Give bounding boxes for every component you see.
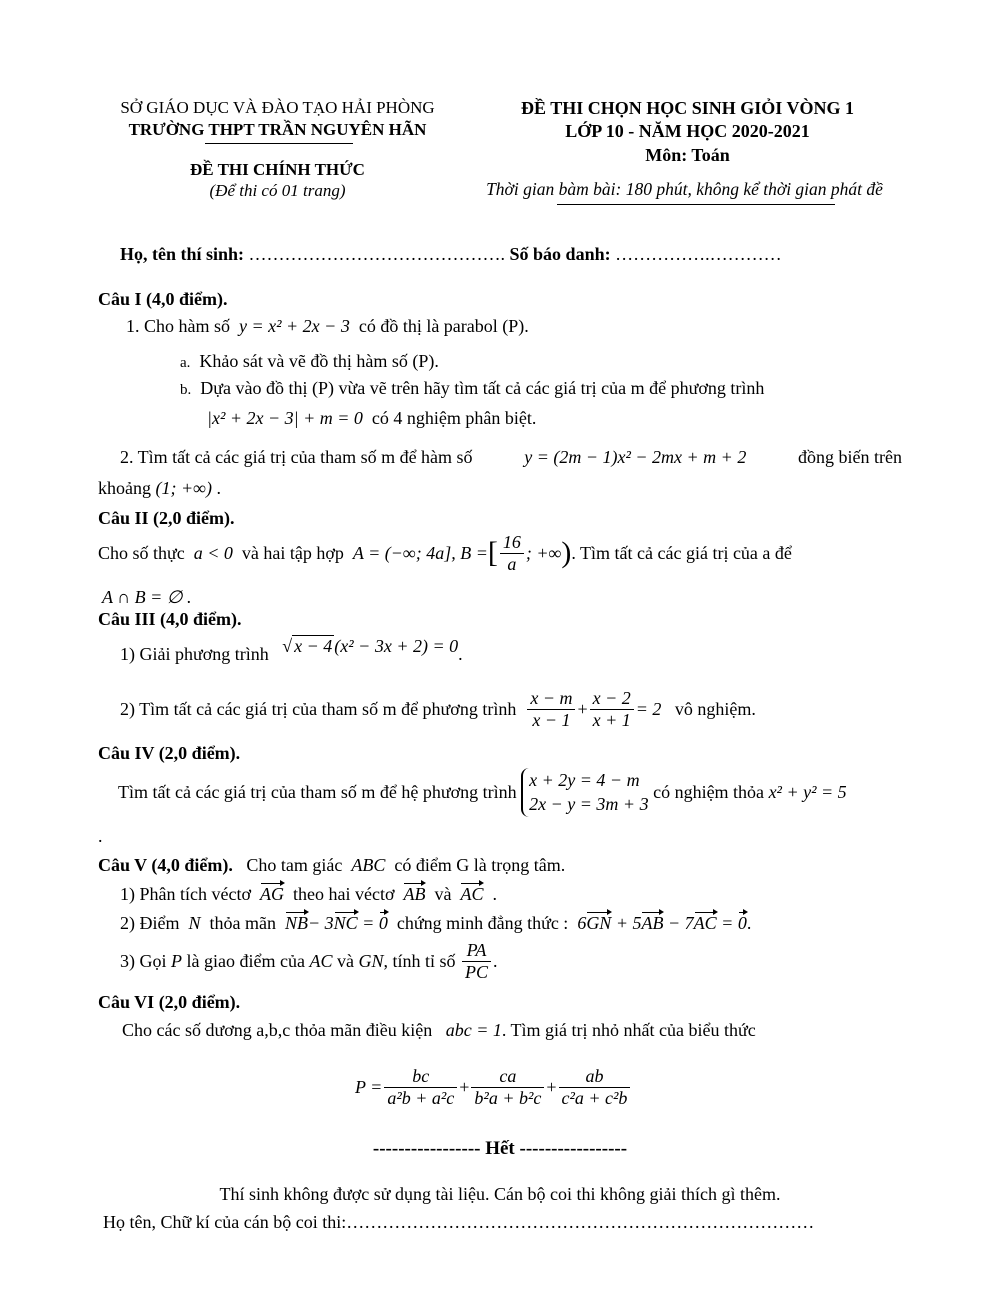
q1-part-b [180, 378, 764, 399]
q5-line-ac: AC [309, 950, 333, 971]
q1-b-equation: |x² + 2x − 3| + m = 0 [207, 408, 363, 428]
end-marker: ----------------- Hết ----------------- [372, 1138, 628, 1159]
q1-part-a [180, 351, 439, 372]
time-underline [557, 204, 835, 205]
q2-title: Câu II (2,0 điểm). [98, 508, 235, 528]
footer-note: Thí sinh không được sử dụng tài liệu. Cán bộ coi thi không giải thích gì thêm. [219, 1184, 781, 1204]
q5-p2-end: . [746, 913, 752, 933]
q1-p2-pre: 2. Tìm tất cả các giá trị của tham số m để hàm số [120, 447, 473, 467]
department-name: SỞ GIÁO DỤC VÀ ĐÀO TẠO HẢI PHÒNG [120, 98, 435, 117]
exam-title: ĐỀ THI CHỌN HỌC SINH GIỎI VÒNG 1 [521, 98, 854, 118]
q6-plus-2: + [546, 1076, 557, 1097]
school-underline [205, 143, 353, 144]
q1-function: y = x² + 2x − 3 [239, 316, 350, 336]
q3-p1-equation: √ x − 4 (x² − 3x + 2) = 0 [282, 636, 459, 656]
id-dots: …………….………… [615, 244, 782, 264]
q5-intro-post: có điểm G là trọng tâm. [394, 855, 566, 875]
q1-b-post: có 4 nghiệm phân biệt. [371, 408, 537, 428]
q6-term-1 [384, 1066, 457, 1108]
name-label: Họ, tên thí sinh: [120, 244, 245, 264]
q5-vector-nb: NB [284, 913, 308, 933]
q3-eq-tail: = 2 [635, 698, 662, 719]
q5-coef7: − 7 [667, 913, 694, 933]
q3-f2-den: x + 1 [592, 709, 631, 730]
q1-p1-post: có đồ thị là parabol (P). [358, 316, 529, 336]
q2-set-a: A = (−∞; 4a], B = [352, 542, 488, 563]
q1-part2 [120, 447, 902, 468]
q5-p3-end: . [493, 950, 498, 971]
q2-fraction [500, 532, 524, 574]
q2-pre: Cho số thực [98, 542, 185, 563]
q4-eq2: 2x − y = 3m + 3 [529, 794, 649, 815]
q5-p2-mid: thỏa mãn [209, 913, 276, 933]
q5-coef5: + 5 [615, 913, 642, 933]
q3-part1: 1) Giải phương trình √ x − 4 (x² − 3x + 2) = 0. [120, 636, 463, 664]
q1-p1-pre: 1. Cho hàm số [126, 316, 231, 336]
q5-coef6: 6 [577, 913, 587, 933]
q5-p3-mid2: , tính tỉ số [383, 950, 456, 971]
q3-p2-post: vô nghiệm. [674, 698, 756, 719]
q5-minus3: − 3 [308, 913, 334, 933]
q1-interval-pre: khoảng [98, 478, 151, 498]
q5-vector-ac-2: AC [693, 913, 717, 933]
q5-point-n: N [188, 913, 201, 933]
q5-p1-mid: theo hai véctơ [292, 884, 395, 904]
q5-eq-2: = [721, 913, 738, 933]
q3-title: Câu III (4,0 điểm). [98, 609, 242, 629]
q2-statement [98, 532, 792, 574]
q5-and: và [434, 884, 452, 904]
q6-t1-den: a²b + a²c [387, 1087, 455, 1108]
q6-title: Câu VI (2,0 điểm). [98, 992, 241, 1012]
q6-post: . Tìm giá trị nhỏ nhất của biểu thức [501, 1020, 756, 1040]
q1-title: Câu I (4,0 điểm). [98, 289, 228, 309]
q5-p2-pre: 2) Điểm [120, 913, 180, 933]
q5-p3-mid: là giao điểm của [186, 950, 305, 971]
q1-part-b-eq [207, 408, 536, 429]
q4-title: Câu IV (2,0 điểm). [98, 743, 241, 763]
school-name: TRƯỜNG THPT TRẦN NGUYÊN HÃN [128, 120, 427, 139]
q5-and-2: và [336, 950, 354, 971]
q1-interval: (1; +∞) [155, 478, 212, 498]
q3-f1-den: x − 1 [532, 709, 571, 730]
q4-statement [118, 768, 847, 817]
q2-bracket-left: [ [487, 535, 498, 569]
subject: Môn: Toán [645, 145, 730, 165]
q6-t3-num: ab [559, 1066, 631, 1088]
q1-a-label: a. [180, 355, 191, 371]
q2-intersection: A ∩ B = ∅ . [102, 587, 192, 607]
proctor-line: Họ tên, Chữ kí của cán bộ coi thi:…………………………………………………………………… [103, 1212, 815, 1232]
q2-mid: và hai tập hợp [241, 542, 344, 563]
q6-t2-den: b²a + b²c [474, 1087, 542, 1108]
official-label: ĐỀ THI CHÍNH THỨC [190, 160, 365, 179]
q6-pre: Cho các số dương a,b,c thỏa mãn điều kiện [122, 1020, 433, 1040]
q3-fraction-2 [590, 688, 634, 730]
q4-system [521, 768, 648, 817]
q5-vector-ac: AC [460, 884, 484, 904]
q5-point-p: P [171, 950, 182, 971]
q1-part1 [126, 316, 529, 337]
q4-dot: . [98, 826, 103, 846]
q6-t1-num: bc [384, 1066, 457, 1088]
candidate-line [120, 244, 782, 265]
q1-b-text: Dựa vào đồ thị (P) vừa vẽ trên hãy tìm tất cả các giá trị của m để phương trình [200, 378, 765, 398]
q6-term-3 [559, 1066, 631, 1108]
q5-part3 [120, 940, 498, 982]
q3-f1-num: x − m [527, 688, 575, 710]
q2-set-b-tail: ; +∞ [525, 542, 562, 563]
q5-p2-mid2: chứng minh đẳng thức : [396, 913, 569, 933]
q6-term-2 [471, 1066, 544, 1108]
q5-vector-zero-2: 0 [737, 913, 747, 933]
q4-post: có nghiệm thỏa [653, 781, 765, 802]
q5-ratio-den: PC [465, 961, 489, 982]
time-note: Thời gian bàm bài: 180 phút, không kể thời gian phát đề [486, 179, 883, 199]
name-dots: ……………………………………. [248, 244, 506, 264]
q6-t3-den: c²a + c²b [561, 1087, 628, 1108]
q1-b-label: b. [180, 382, 192, 398]
q4-eq1: x + 2y = 4 − m [529, 770, 640, 790]
q5-vector-nc: NC [333, 913, 358, 933]
q5-ratio [462, 940, 491, 982]
q5-ratio-num: PA [462, 940, 491, 962]
q3-sqrt-arg: x − 4 [294, 636, 333, 656]
q5-vector-gn: GN [586, 913, 612, 933]
q6-t2-num: ca [471, 1066, 544, 1088]
q1-part2-interval [98, 478, 221, 499]
q2-frac-num: 16 [500, 532, 524, 554]
q3-p1-pre: 1) Giải phương trình [120, 644, 269, 664]
q1-p2-function: y = (2m − 1)x² − 2mx + m + 2 [524, 447, 747, 467]
id-label: Số báo danh: [509, 244, 611, 264]
q2-paren-right: ) [561, 535, 572, 569]
q1-p2-post: đồng biến trên [798, 447, 902, 467]
q2-post: . Tìm tất cả các giá trị của a để [571, 542, 792, 563]
q4-pre: Tìm tất cả các giá trị của tham số m để hệ phương trình [118, 781, 517, 802]
q5-header [98, 855, 565, 876]
q5-part1 [120, 884, 497, 905]
q6-condition: abc = 1 [445, 1020, 502, 1040]
q6-p-eq: P = [355, 1076, 383, 1097]
q4-condition: x² + y² = 5 [768, 781, 847, 802]
q5-intro: Cho tam giác [246, 855, 343, 875]
q5-p1-end: . [492, 884, 497, 904]
q2-condition: a < 0 [193, 542, 233, 563]
q3-fraction-1 [527, 688, 575, 730]
q1-interval-end: . [216, 478, 221, 498]
q5-p1-pre: 1) Phân tích véctơ [120, 884, 251, 904]
q6-expression [355, 1066, 632, 1108]
q5-vector-ag: AG [259, 884, 284, 904]
q5-vector-ab: AB [403, 884, 426, 904]
pages-note: (Để thi có 01 trang) [209, 181, 346, 200]
q5-eq: = [362, 913, 379, 933]
q5-vector-ab-2: AB [641, 913, 664, 933]
q3-p1-tail: (x² − 3x + 2) = 0 [334, 636, 459, 656]
q3-part2: 2) Tìm tất cả các giá trị của tham số m để phương trình $\frac{x - m}{x - 1}$ + $\frac{x - 2}{x + 1}$ = 2 vô nghiệm. [120, 688, 756, 730]
q5-line-gn: GN [358, 950, 384, 971]
grade-year: LỚP 10 - NĂM HỌC 2020-2021 [565, 121, 810, 141]
q5-triangle: ABC [351, 855, 386, 875]
q5-vector-zero: 0 [378, 913, 388, 933]
q6-plus-1: + [459, 1076, 470, 1097]
q2-frac-den: a [507, 553, 517, 574]
q1-a-text: Khảo sát và vẽ đồ thị hàm số (P). [199, 351, 439, 371]
q6-statement [122, 1020, 756, 1041]
q5-p3-pre: 3) Gọi [120, 950, 167, 971]
q5-title: Câu V (4,0 điểm). [98, 855, 233, 875]
q5-part2 [120, 913, 751, 934]
q3-f2-num: x − 2 [590, 688, 634, 710]
q3-p2-pre: 2) Tìm tất cả các giá trị của tham số m để phương trình [120, 698, 517, 719]
